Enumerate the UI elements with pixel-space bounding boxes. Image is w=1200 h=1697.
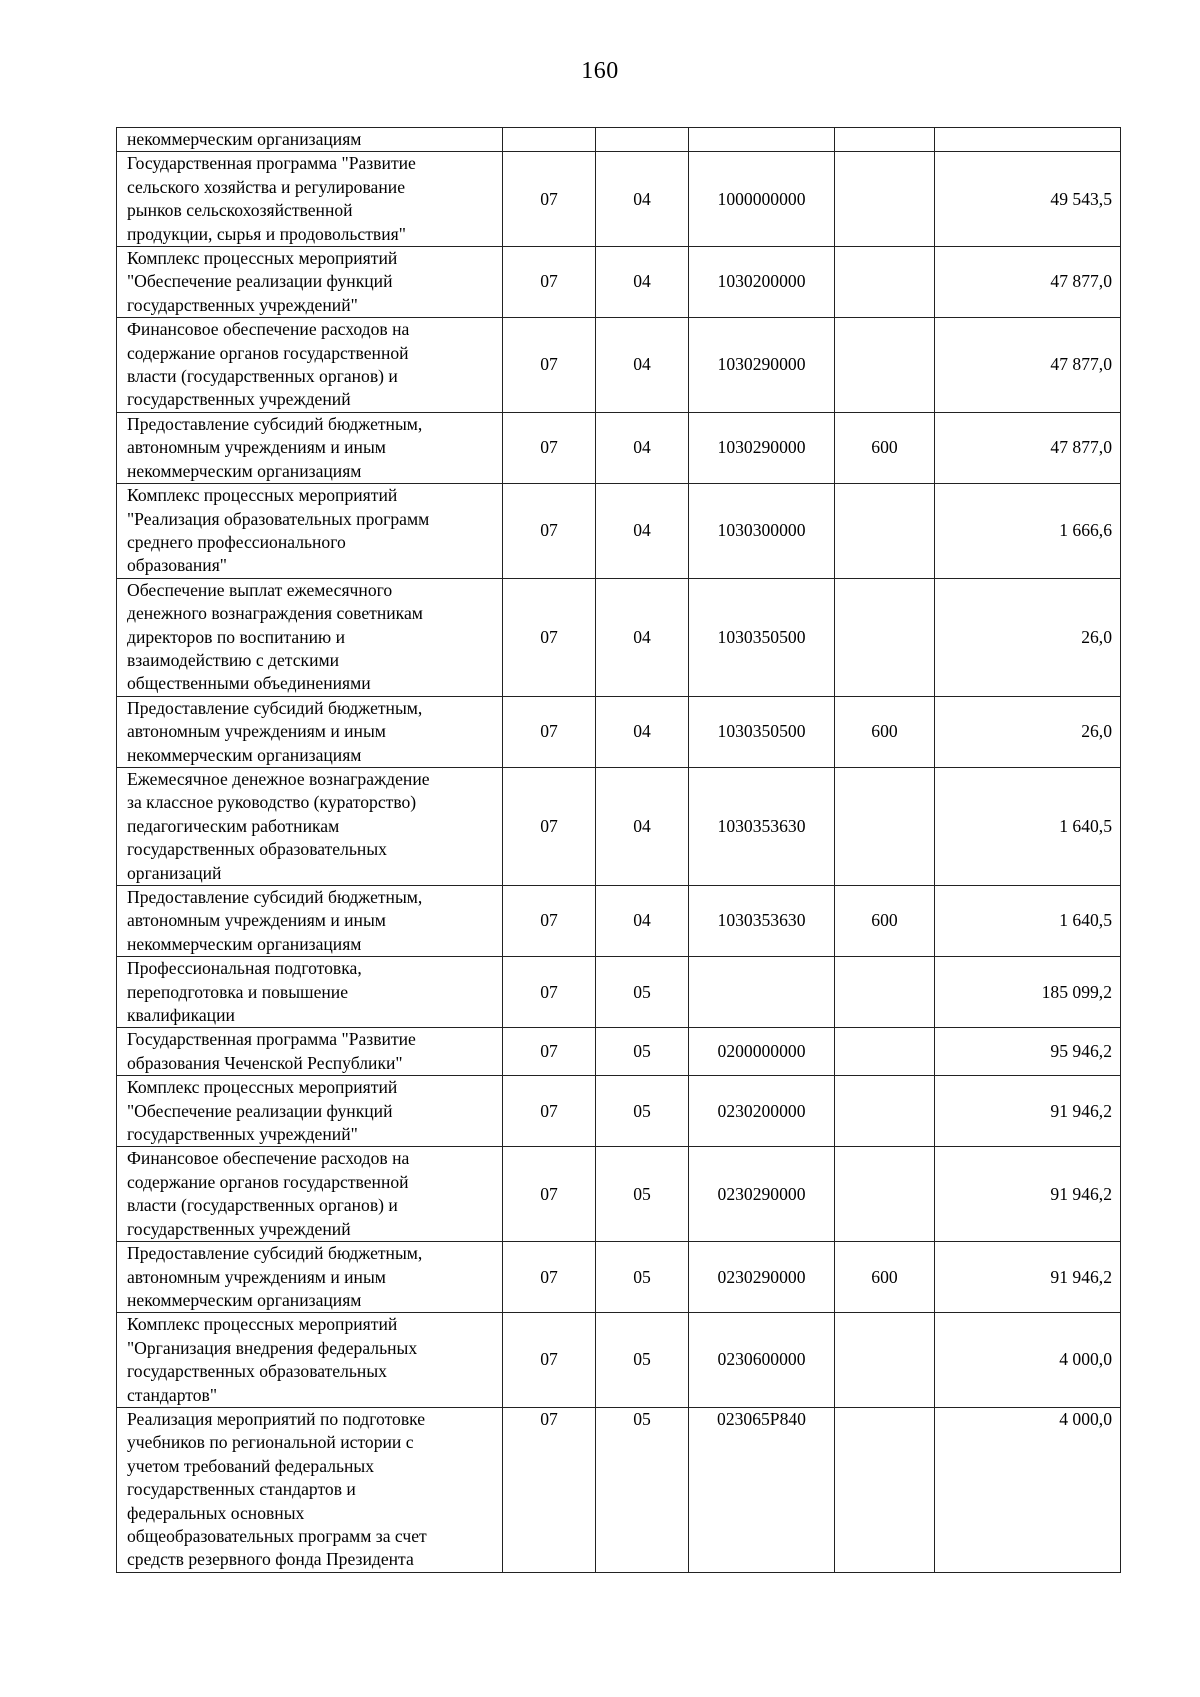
subsection-code-cell: 04 (596, 318, 689, 413)
item-name-cell: Комплекс процессных мероприятий "Реализация образовательных программ среднего профессионального образования" (117, 484, 503, 579)
expense-type-code-cell (835, 128, 935, 152)
section-code-cell: 07 (503, 247, 596, 318)
item-name-cell: Предоставление субсидий бюджетным, автономным учреждениям и иным некоммерческим организациям (117, 886, 503, 957)
section-code-cell: 07 (503, 318, 596, 413)
amount-cell: 47 877,0 (935, 318, 1121, 413)
target-article-code-cell: 0230290000 (689, 1147, 835, 1242)
target-article-code-cell (689, 128, 835, 152)
section-code-cell: 07 (503, 767, 596, 885)
table-row (117, 128, 1121, 152)
subsection-code-cell: 04 (596, 886, 689, 957)
table-row (117, 1407, 1121, 1572)
section-code-cell: 07 (503, 1076, 596, 1147)
amount-cell (935, 128, 1121, 152)
expense-type-code-cell (835, 1313, 935, 1408)
table-row (117, 957, 1121, 1028)
section-code-cell: 07 (503, 696, 596, 767)
subsection-code-cell: 05 (596, 1407, 689, 1572)
expense-type-code-cell (835, 1407, 935, 1572)
section-code-cell: 07 (503, 152, 596, 247)
expense-type-code-cell: 600 (835, 886, 935, 957)
section-code-cell: 07 (503, 1028, 596, 1076)
item-name-cell: Комплекс процессных мероприятий "Обеспечение реализации функций государственных учреждений" (117, 1076, 503, 1147)
table-row (117, 1313, 1121, 1408)
amount-cell: 4 000,0 (935, 1313, 1121, 1408)
amount-cell: 1 640,5 (935, 886, 1121, 957)
expense-type-code-cell (835, 767, 935, 885)
page-number: 160 (581, 58, 619, 84)
subsection-code-cell: 04 (596, 484, 689, 579)
table-row (117, 484, 1121, 579)
subsection-code-cell: 04 (596, 152, 689, 247)
amount-cell: 91 946,2 (935, 1242, 1121, 1313)
expense-type-code-cell: 600 (835, 412, 935, 483)
section-code-cell: 07 (503, 1407, 596, 1572)
table-row (117, 886, 1121, 957)
target-article-code-cell (689, 957, 835, 1028)
section-code-cell: 07 (503, 1313, 596, 1408)
table-row (117, 767, 1121, 885)
amount-cell: 91 946,2 (935, 1076, 1121, 1147)
amount-cell: 47 877,0 (935, 412, 1121, 483)
table-row (117, 1076, 1121, 1147)
amount-cell: 91 946,2 (935, 1147, 1121, 1242)
target-article-code-cell: 1030290000 (689, 412, 835, 483)
target-article-code-cell: 1000000000 (689, 152, 835, 247)
amount-cell: 26,0 (935, 696, 1121, 767)
item-name-cell: Обеспечение выплат ежемесячного денежного вознаграждения советникам директоров по воспитанию и взаимодействию с детскими общественными объединениями (117, 578, 503, 696)
section-code-cell: 07 (503, 578, 596, 696)
table-row (117, 696, 1121, 767)
subsection-code-cell: 04 (596, 696, 689, 767)
section-code-cell: 07 (503, 886, 596, 957)
target-article-code-cell: 0230290000 (689, 1242, 835, 1313)
item-name-cell: Государственная программа "Развитие образования Чеченской Республики" (117, 1028, 503, 1076)
amount-cell: 1 640,5 (935, 767, 1121, 885)
table-row (117, 1028, 1121, 1076)
target-article-code-cell: 1030350500 (689, 578, 835, 696)
item-name-cell: Профессиональная подготовка, переподготовка и повышение квалификации (117, 957, 503, 1028)
amount-cell: 47 877,0 (935, 247, 1121, 318)
item-name-cell: Реализация мероприятий по подготовке учебников по региональной истории с учетом требований федеральных государственных стандартов и федеральных основных общеобразовательных программ за счет средств резервного фонда Президента (117, 1407, 503, 1572)
expense-type-code-cell (835, 957, 935, 1028)
expense-type-code-cell (835, 484, 935, 579)
item-name-cell: Комплекс процессных мероприятий "Обеспечение реализации функций государственных учреждений" (117, 247, 503, 318)
expense-type-code-cell (835, 1147, 935, 1242)
target-article-code-cell: 023065Р840 (689, 1407, 835, 1572)
table-row (117, 1242, 1121, 1313)
amount-cell: 49 543,5 (935, 152, 1121, 247)
item-name-cell: Предоставление субсидий бюджетным, автономным учреждениям и иным некоммерческим организациям (117, 412, 503, 483)
amount-cell: 26,0 (935, 578, 1121, 696)
subsection-code-cell: 05 (596, 1028, 689, 1076)
item-name-cell: Комплекс процессных мероприятий "Организация внедрения федеральных государственных образовательных стандартов" (117, 1313, 503, 1408)
expense-type-code-cell: 600 (835, 1242, 935, 1313)
amount-cell: 4 000,0 (935, 1407, 1121, 1572)
target-article-code-cell: 1030353630 (689, 886, 835, 957)
target-article-code-cell: 1030300000 (689, 484, 835, 579)
item-name-cell: Финансовое обеспечение расходов на содержание органов государственной власти (государственных органов) и государственных учреждений (117, 1147, 503, 1242)
target-article-code-cell: 1030350500 (689, 696, 835, 767)
amount-cell: 1 666,6 (935, 484, 1121, 579)
table-row (117, 152, 1121, 247)
table-row (117, 1147, 1121, 1242)
subsection-code-cell: 04 (596, 412, 689, 483)
amount-cell: 95 946,2 (935, 1028, 1121, 1076)
expense-type-code-cell (835, 1076, 935, 1147)
target-article-code-cell: 0230200000 (689, 1076, 835, 1147)
target-article-code-cell: 0200000000 (689, 1028, 835, 1076)
table-row (117, 578, 1121, 696)
subsection-code-cell: 05 (596, 1147, 689, 1242)
expense-type-code-cell (835, 247, 935, 318)
budget-table (116, 127, 1121, 1573)
expense-type-code-cell: 600 (835, 696, 935, 767)
section-code-cell: 07 (503, 412, 596, 483)
item-name-cell: Предоставление субсидий бюджетным, автономным учреждениям и иным некоммерческим организациям (117, 696, 503, 767)
section-code-cell: 07 (503, 957, 596, 1028)
item-name-cell: некоммерческим организациям (117, 128, 503, 152)
expense-type-code-cell (835, 318, 935, 413)
table-row (117, 247, 1121, 318)
section-code-cell: 07 (503, 484, 596, 579)
item-name-cell: Ежемесячное денежное вознаграждение за классное руководство (кураторство) педагогическим работникам государственных образовательных организаций (117, 767, 503, 885)
subsection-code-cell: 04 (596, 578, 689, 696)
target-article-code-cell: 1030290000 (689, 318, 835, 413)
item-name-cell: Финансовое обеспечение расходов на содержание органов государственной власти (государственных органов) и государственных учреждений (117, 318, 503, 413)
expense-type-code-cell (835, 1028, 935, 1076)
section-code-cell (503, 128, 596, 152)
amount-cell: 185 099,2 (935, 957, 1121, 1028)
item-name-cell: Предоставление субсидий бюджетным, автономным учреждениям и иным некоммерческим организациям (117, 1242, 503, 1313)
subsection-code-cell (596, 128, 689, 152)
item-name-cell: Государственная программа "Развитие сельского хозяйства и регулирование рынков сельскохозяйственной продукции, сырья и продовольствия" (117, 152, 503, 247)
subsection-code-cell: 05 (596, 957, 689, 1028)
subsection-code-cell: 05 (596, 1242, 689, 1313)
subsection-code-cell: 04 (596, 247, 689, 318)
table-row (117, 318, 1121, 413)
expense-type-code-cell (835, 578, 935, 696)
subsection-code-cell: 05 (596, 1313, 689, 1408)
target-article-code-cell: 0230600000 (689, 1313, 835, 1408)
subsection-code-cell: 05 (596, 1076, 689, 1147)
section-code-cell: 07 (503, 1147, 596, 1242)
table-row (117, 412, 1121, 483)
target-article-code-cell: 1030353630 (689, 767, 835, 885)
subsection-code-cell: 04 (596, 767, 689, 885)
expense-type-code-cell (835, 152, 935, 247)
target-article-code-cell: 1030200000 (689, 247, 835, 318)
section-code-cell: 07 (503, 1242, 596, 1313)
